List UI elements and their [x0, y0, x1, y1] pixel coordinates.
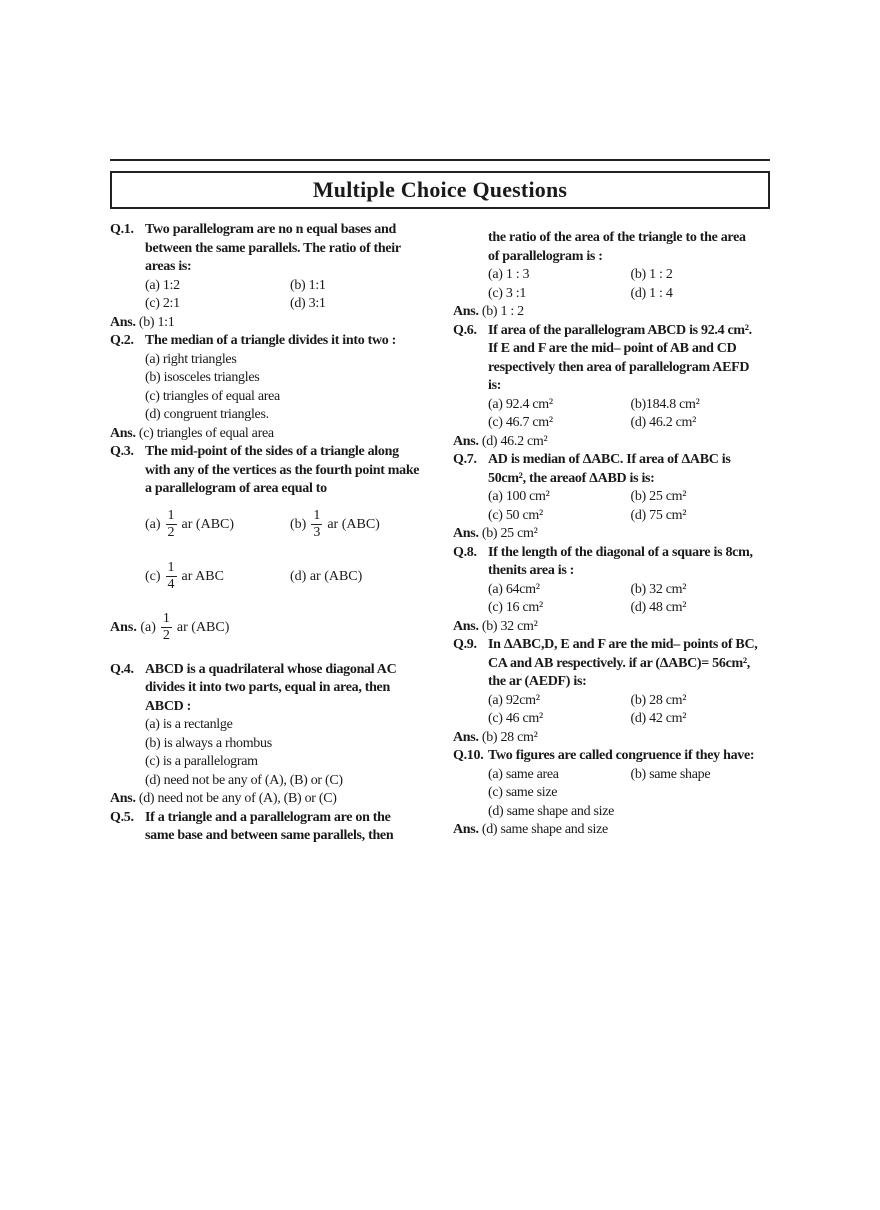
- option-text: ar (ABC): [327, 516, 380, 532]
- question-text: If a triangle and a parallelogram are on the: [145, 809, 391, 825]
- question-text: ABCD is a quadrilateral whose diagonal AC: [145, 661, 397, 677]
- answer: [110, 790, 435, 809]
- option-text: ar (ABC): [181, 516, 235, 532]
- question-line: [453, 340, 773, 359]
- option-row: [453, 285, 773, 304]
- question-line: [453, 229, 773, 248]
- question-text: the ar (AEDF) is:: [488, 674, 587, 689]
- option: (a) same area: [488, 766, 559, 782]
- question-line: [453, 322, 773, 341]
- option: [110, 772, 435, 791]
- question-text: If the length of the diagonal of a square is 8cm,: [488, 544, 753, 560]
- option-row: [453, 507, 773, 526]
- option-text: (d) need not be any of (A), (B) or (C): [145, 772, 343, 788]
- fraction: [166, 560, 177, 593]
- option-row: [453, 396, 773, 415]
- option: [110, 369, 435, 388]
- option: (b) same shape: [630, 766, 711, 782]
- option-text: (c) triangles of equal area: [145, 388, 280, 404]
- question-line: [110, 221, 435, 240]
- answer-label: Ans.: [453, 433, 479, 449]
- question-number: Q.3.: [110, 444, 134, 459]
- option-row: [453, 766, 773, 785]
- option-prefix: (d) ar (ABC): [290, 568, 363, 584]
- option: (b)184.8 cm²: [630, 396, 700, 412]
- question-text: thenits area is :: [488, 563, 575, 578]
- option-prefix: (b): [290, 516, 307, 532]
- answer-text: (b) 28 cm²: [481, 729, 538, 745]
- answer-text: (b) 1 : 2: [481, 304, 524, 319]
- option-text: (b) is always a rhombus: [145, 735, 272, 751]
- option-text: (d) congruent triangles.: [145, 407, 269, 422]
- answer: [110, 425, 435, 444]
- question-line: [453, 359, 773, 378]
- option: (b) 1:1: [290, 277, 326, 293]
- option: (d) 75 cm²: [630, 507, 687, 523]
- question-number: Q.2.: [110, 333, 134, 348]
- option: (d) 42 cm²: [630, 711, 687, 726]
- option-row: [453, 488, 773, 507]
- answer: [453, 821, 773, 840]
- option-prefix: (a): [145, 516, 161, 532]
- answer-label: Ans.: [453, 618, 479, 634]
- question-text: If area of the parallelogram ABCD is 92.4 cm².: [488, 322, 752, 338]
- question-number: Q.9.: [453, 637, 477, 652]
- question-text: a parallelogram of area equal to: [145, 481, 327, 496]
- option-row: [453, 414, 773, 433]
- option: [110, 406, 435, 425]
- option: (d) 46.2 cm²: [630, 415, 697, 430]
- answer-text: (b) 1:1: [138, 314, 175, 330]
- question-line: [453, 747, 773, 766]
- question-text: of parallelogram is :: [488, 248, 603, 264]
- option-text: (b) isosceles triangles: [145, 370, 260, 385]
- option: [110, 753, 435, 772]
- answer-text: (d) 46.2 cm²: [481, 433, 548, 449]
- fraction-denominator: 3: [313, 525, 321, 540]
- option-row: [453, 599, 773, 618]
- question-text: with any of the vertices as the fourth point make: [145, 462, 420, 478]
- option: (c) 50 cm²: [488, 507, 543, 523]
- option-text: ar ABC: [181, 568, 224, 584]
- option: [110, 735, 435, 754]
- question-line: [110, 332, 435, 351]
- question-line: [110, 258, 435, 277]
- fraction: [166, 508, 177, 541]
- option-text: (a) is a rectanlge: [145, 717, 233, 732]
- fraction-numerator: 1: [162, 611, 170, 626]
- answer: [453, 729, 773, 748]
- option: (c) 2:1: [145, 296, 180, 311]
- question-text: The mid-point of the sides of a triangle along: [145, 444, 399, 459]
- option: (a) 92cm²: [488, 692, 540, 708]
- fraction: [161, 611, 172, 644]
- option-row: [453, 266, 773, 285]
- answer-label: Ans.: [110, 425, 136, 441]
- question-text: The median of a triangle divides it into two :: [145, 333, 397, 348]
- question-number: Q.8.: [453, 544, 477, 560]
- answer-label: Ans.: [110, 314, 136, 330]
- question-number: Q.4.: [110, 661, 134, 677]
- question-text: between the same parallels. The ratio of their: [145, 240, 401, 256]
- option-text: (c) same size: [488, 785, 558, 800]
- fraction-numerator: 1: [167, 560, 175, 575]
- top-rule: [110, 159, 770, 161]
- option: (d) 48 cm²: [630, 600, 687, 615]
- option-text: (d) same shape and size: [488, 803, 615, 819]
- fraction-numerator: 1: [313, 508, 321, 523]
- option: (a) 64cm²: [488, 581, 540, 597]
- question-line: [110, 661, 435, 680]
- option-row: [110, 277, 435, 296]
- option: [110, 388, 435, 407]
- question-text: is:: [488, 378, 502, 393]
- question-line: [453, 636, 773, 655]
- answer: [453, 433, 773, 452]
- question-line: [453, 562, 773, 581]
- option: [145, 560, 290, 593]
- option: (b) 28 cm²: [630, 692, 687, 708]
- answer: [453, 618, 773, 637]
- question-line: [110, 679, 435, 698]
- question-number: Q.10.: [453, 748, 484, 763]
- option: [145, 508, 290, 541]
- option-row: [453, 692, 773, 711]
- option: (d) 1 : 4: [630, 285, 673, 301]
- question-line: [110, 240, 435, 259]
- answer: [453, 525, 773, 544]
- option: (b) 25 cm²: [630, 489, 687, 504]
- option: [453, 803, 773, 822]
- answer-label: Ans.: [110, 791, 136, 806]
- question-line: [453, 451, 773, 470]
- answer-text: (b) 32 cm²: [481, 618, 538, 634]
- question-line: [453, 248, 773, 267]
- question-line: [453, 655, 773, 674]
- answer-label: Ans.: [453, 526, 479, 541]
- option: (c) 46 cm²: [488, 711, 543, 726]
- question-line: [110, 443, 435, 462]
- option-text: (c) is a parallelogram: [145, 754, 258, 769]
- question-line: [110, 480, 435, 499]
- option-row: [110, 295, 435, 314]
- page-title: Multiple Choice Questions: [312, 177, 568, 202]
- question-line: [453, 470, 773, 489]
- answer-prefix: (a): [140, 619, 156, 635]
- question-text: Two parallelogram are no n equal bases and: [145, 222, 396, 237]
- option: [110, 351, 435, 370]
- option: (c) 16 cm²: [488, 600, 543, 615]
- option-text: (a) right triangles: [145, 351, 237, 367]
- question-text: areas is:: [145, 259, 192, 274]
- answer-label: Ans.: [110, 619, 137, 635]
- option: (c) 46.7 cm²: [488, 415, 553, 430]
- fraction-denominator: 2: [162, 628, 170, 643]
- question-text: divides it into two parts, equal in area, then: [145, 680, 390, 695]
- question-text: AD is median of ΔABC. If area of ΔABC is: [488, 452, 731, 467]
- right-column: [453, 229, 773, 840]
- question-text: CA and AB respectively. if ar (ΔABC)= 56cm²,: [488, 655, 750, 671]
- option: (a) 100 cm²: [488, 489, 550, 504]
- question-number: Q.1.: [110, 222, 134, 237]
- question-number: Q.7.: [453, 452, 477, 467]
- fraction-denominator: 4: [167, 577, 175, 592]
- answer-text: (b) 25 cm²: [481, 526, 538, 541]
- question-line: [453, 673, 773, 692]
- option: (c) 3 :1: [488, 285, 527, 301]
- question-line: [110, 462, 435, 481]
- question-text: ABCD :: [145, 698, 192, 714]
- question-number: Q.5.: [110, 809, 134, 825]
- option-row: [453, 581, 773, 600]
- question-text: same base and between same parallels, then: [145, 828, 394, 843]
- option: (a) 92.4 cm²: [488, 396, 553, 412]
- question-line: [110, 698, 435, 717]
- question-line: [110, 809, 435, 828]
- option: (b) 1 : 2: [630, 267, 673, 282]
- fraction-denominator: 2: [167, 525, 175, 540]
- answer-text: (d) same shape and size: [481, 822, 608, 837]
- question-line: [453, 377, 773, 396]
- answer: [453, 303, 773, 322]
- answer-label: Ans.: [453, 822, 479, 837]
- question-line: [453, 544, 773, 563]
- option-prefix: (c): [145, 568, 161, 584]
- question-number: Q.6.: [453, 322, 477, 338]
- option: [110, 716, 435, 735]
- question-text: Two figures are called congruence if they have:: [488, 748, 755, 763]
- option-row: [110, 551, 435, 603]
- fraction: [311, 508, 322, 541]
- answer-text: (c) triangles of equal area: [138, 425, 274, 441]
- answer: [110, 314, 435, 333]
- option: (d) 3:1: [290, 296, 326, 311]
- option-row: [453, 710, 773, 729]
- option: (a) 1:2: [145, 277, 180, 293]
- answer-text: (d) need not be any of (A), (B) or (C): [138, 791, 337, 806]
- left-column: [110, 221, 435, 846]
- question-text: respectively then area of parallelogram AEFD: [488, 359, 750, 375]
- title-box: [110, 171, 770, 209]
- answer-label: Ans.: [453, 729, 479, 745]
- option: [290, 569, 435, 585]
- option: (b) 32 cm²: [630, 581, 687, 597]
- answer: [110, 603, 435, 653]
- answer-text: ar (ABC): [176, 619, 230, 635]
- question-text: If E and F are the mid– point of AB and CD: [488, 341, 737, 356]
- option: [453, 784, 773, 803]
- option-row: [110, 499, 435, 551]
- question-text: 50cm², the areaof ΔABD is is:: [488, 470, 655, 486]
- fraction-numerator: 1: [167, 508, 175, 523]
- question-line: [110, 827, 435, 846]
- option: (a) 1 : 3: [488, 267, 530, 282]
- question-text: In ΔABC,D, E and F are the mid– points of BC,: [488, 637, 758, 652]
- question-text: the ratio of the area of the triangle to the area: [488, 230, 746, 245]
- answer-label: Ans.: [453, 304, 479, 319]
- option: [290, 508, 435, 541]
